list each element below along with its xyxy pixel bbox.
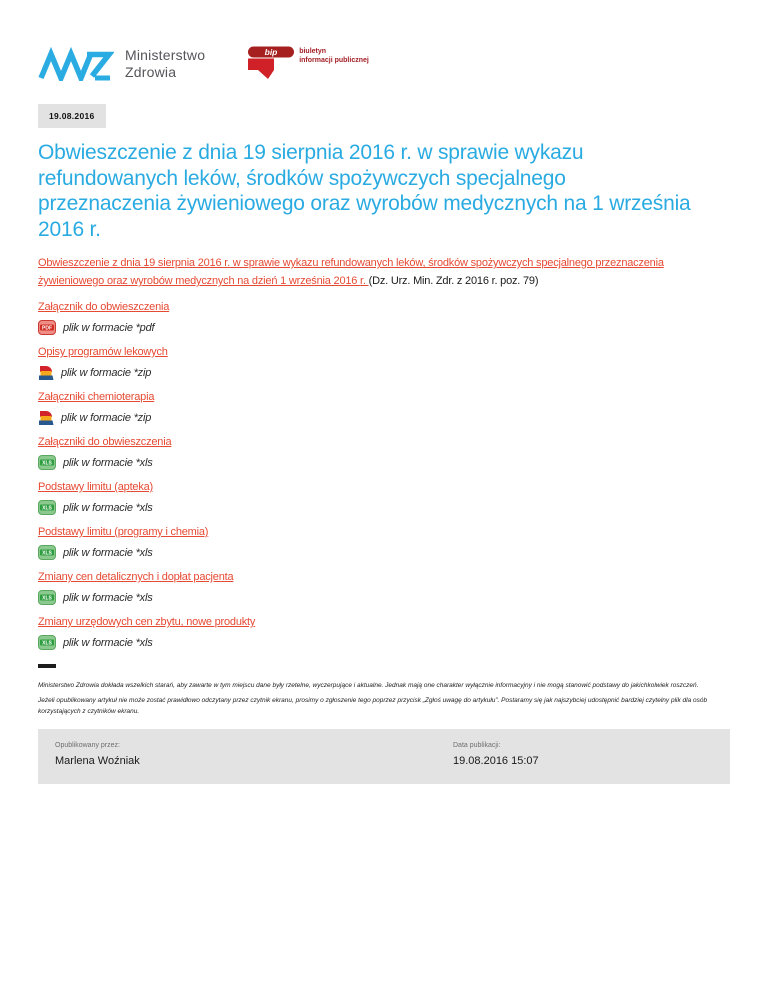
xls-icon-label: XLS [42,640,52,647]
published-by-value: Marlena Woźniak [55,755,140,767]
bip-logo[interactable] [243,45,369,81]
file-format-row [38,455,730,470]
file-format-note: plik w formacie *xls [63,456,153,469]
article-intro [38,254,730,290]
xls-file-icon [38,455,56,470]
bip-caption-line2: informacji publicznej [299,56,369,64]
attachment-link[interactable]: Zmiany cen detalicznych i dopłat pacjenta [38,571,234,583]
file-format-row [38,365,730,380]
publish-date-badge: 19.08.2016 [38,104,106,128]
bip-caption [299,48,369,81]
pdf-icon-label: PDF [42,325,52,332]
published-by-label: Opublikowany przez: [55,742,120,749]
file-format-note: plik w formacie *xls [63,636,153,649]
attachment-item [38,612,730,650]
file-format-row [38,590,730,605]
xls-file-icon [38,545,56,560]
ministry-name-line1: Ministerstwo [125,47,206,63]
section-divider [38,664,56,668]
attachment-item [38,387,730,425]
file-format-note: plik w formacie *pdf [63,321,155,334]
zip-file-icon [38,410,54,426]
mz-zigzag-icon [38,47,114,81]
ministry-name [125,47,205,81]
xls-icon-label: XLS [42,550,52,557]
file-format-note: plik w formacie *zip [61,366,152,379]
attachment-link[interactable]: Załączniki chemioterapia [38,391,155,403]
zip-file-icon [38,365,54,381]
bip-icon [243,45,295,81]
xls-file-icon [38,590,56,605]
file-format-row [38,635,730,650]
article-title: Obwieszczenie z dnia 19 sierpnia 2016 r. w sprawie wykazu refundowanych leków, środków spożywczych specjalnego przeznaczenia żywieniowego oraz wyrobów medycznych na 1 września 2016 r. [38,141,691,241]
attachment-link[interactable]: Opisy programów lekowych [38,346,168,358]
bip-abbr: bip [264,47,278,57]
file-format-row [38,545,730,560]
file-format-row [38,500,730,515]
publish-date-label: Data publikacji: [453,742,501,749]
file-format-note: plik w formacie *zip [61,411,152,424]
published-by-column [55,742,453,767]
attachment-link[interactable]: Załącznik do obwieszczenia [38,301,170,313]
xls-icon-label: XLS [42,505,52,512]
attachment-item [38,567,730,605]
xls-icon-label: XLS [42,460,52,467]
attachment-link[interactable]: Podstawy limitu (apteka) [38,481,154,493]
attachment-item [38,297,730,335]
screen-reader-note: Jeżeli opublikowany artykuł nie może zostać prawidłowo odczytany przez czytnik ekranu, prosimy o zgłoszenie tego poprzez przycisk „Zgłoś uwagę do artykułu”. Postaramy się jak najszybciej udostępnić bardziej czytelny plik dla osób korzystających z czytników ekranu. [38,697,708,715]
meta-box [38,729,730,784]
bip-caption-line1: biuletyn [299,48,327,55]
publish-date-value: 19.08.2016 15:07 [453,755,539,767]
ministry-name-line2: Zdrowia [125,64,177,80]
file-format-row [38,320,730,335]
attachment-link[interactable]: Załączniki do obwieszczenia [38,436,172,448]
pdf-file-icon [38,320,56,335]
attachment-item [38,342,730,380]
attachment-item [38,477,730,515]
disclaimer-text: Ministerstwo Zdrowia dokłada wszelkich starań, aby zawarte w tym miejscu dane były rzetelne, wyczerpujące i aktualne. Jednak mają one charakter wyłącznie informacyjny i nie mogą stanowić podstawy do jakichkolwiek roszczeń. [38,682,699,689]
journal-reference: (Dz. Urz. Min. Zdr. z 2016 r. poz. 79) [368,275,539,287]
xls-file-icon [38,635,56,650]
publish-date-column [453,742,539,767]
attachment-link[interactable]: Zmiany urzędowych cen zbytu, nowe produkty [38,616,256,628]
xls-file-icon [38,500,56,515]
attachment-item [38,522,730,560]
xls-icon-label: XLS [42,595,52,602]
attachment-link[interactable]: Podstawy limitu (programy i chemia) [38,526,209,538]
file-format-note: plik w formacie *xls [63,546,153,559]
page-header [38,0,730,81]
attachment-item [38,432,730,470]
file-format-note: plik w formacie *xls [63,591,153,604]
announcement-link[interactable]: Obwieszczenie z dnia 19 sierpnia 2016 r. w sprawie wykazu refundowanych leków, środków spożywczych specjalnego przeznaczenia żywieniowego oraz wyrobów medycznych na dzień 1 września 2016 r. [38,257,664,287]
file-format-row [38,410,730,425]
ministry-logo[interactable] [38,47,205,81]
file-format-note: plik w formacie *xls [63,501,153,514]
